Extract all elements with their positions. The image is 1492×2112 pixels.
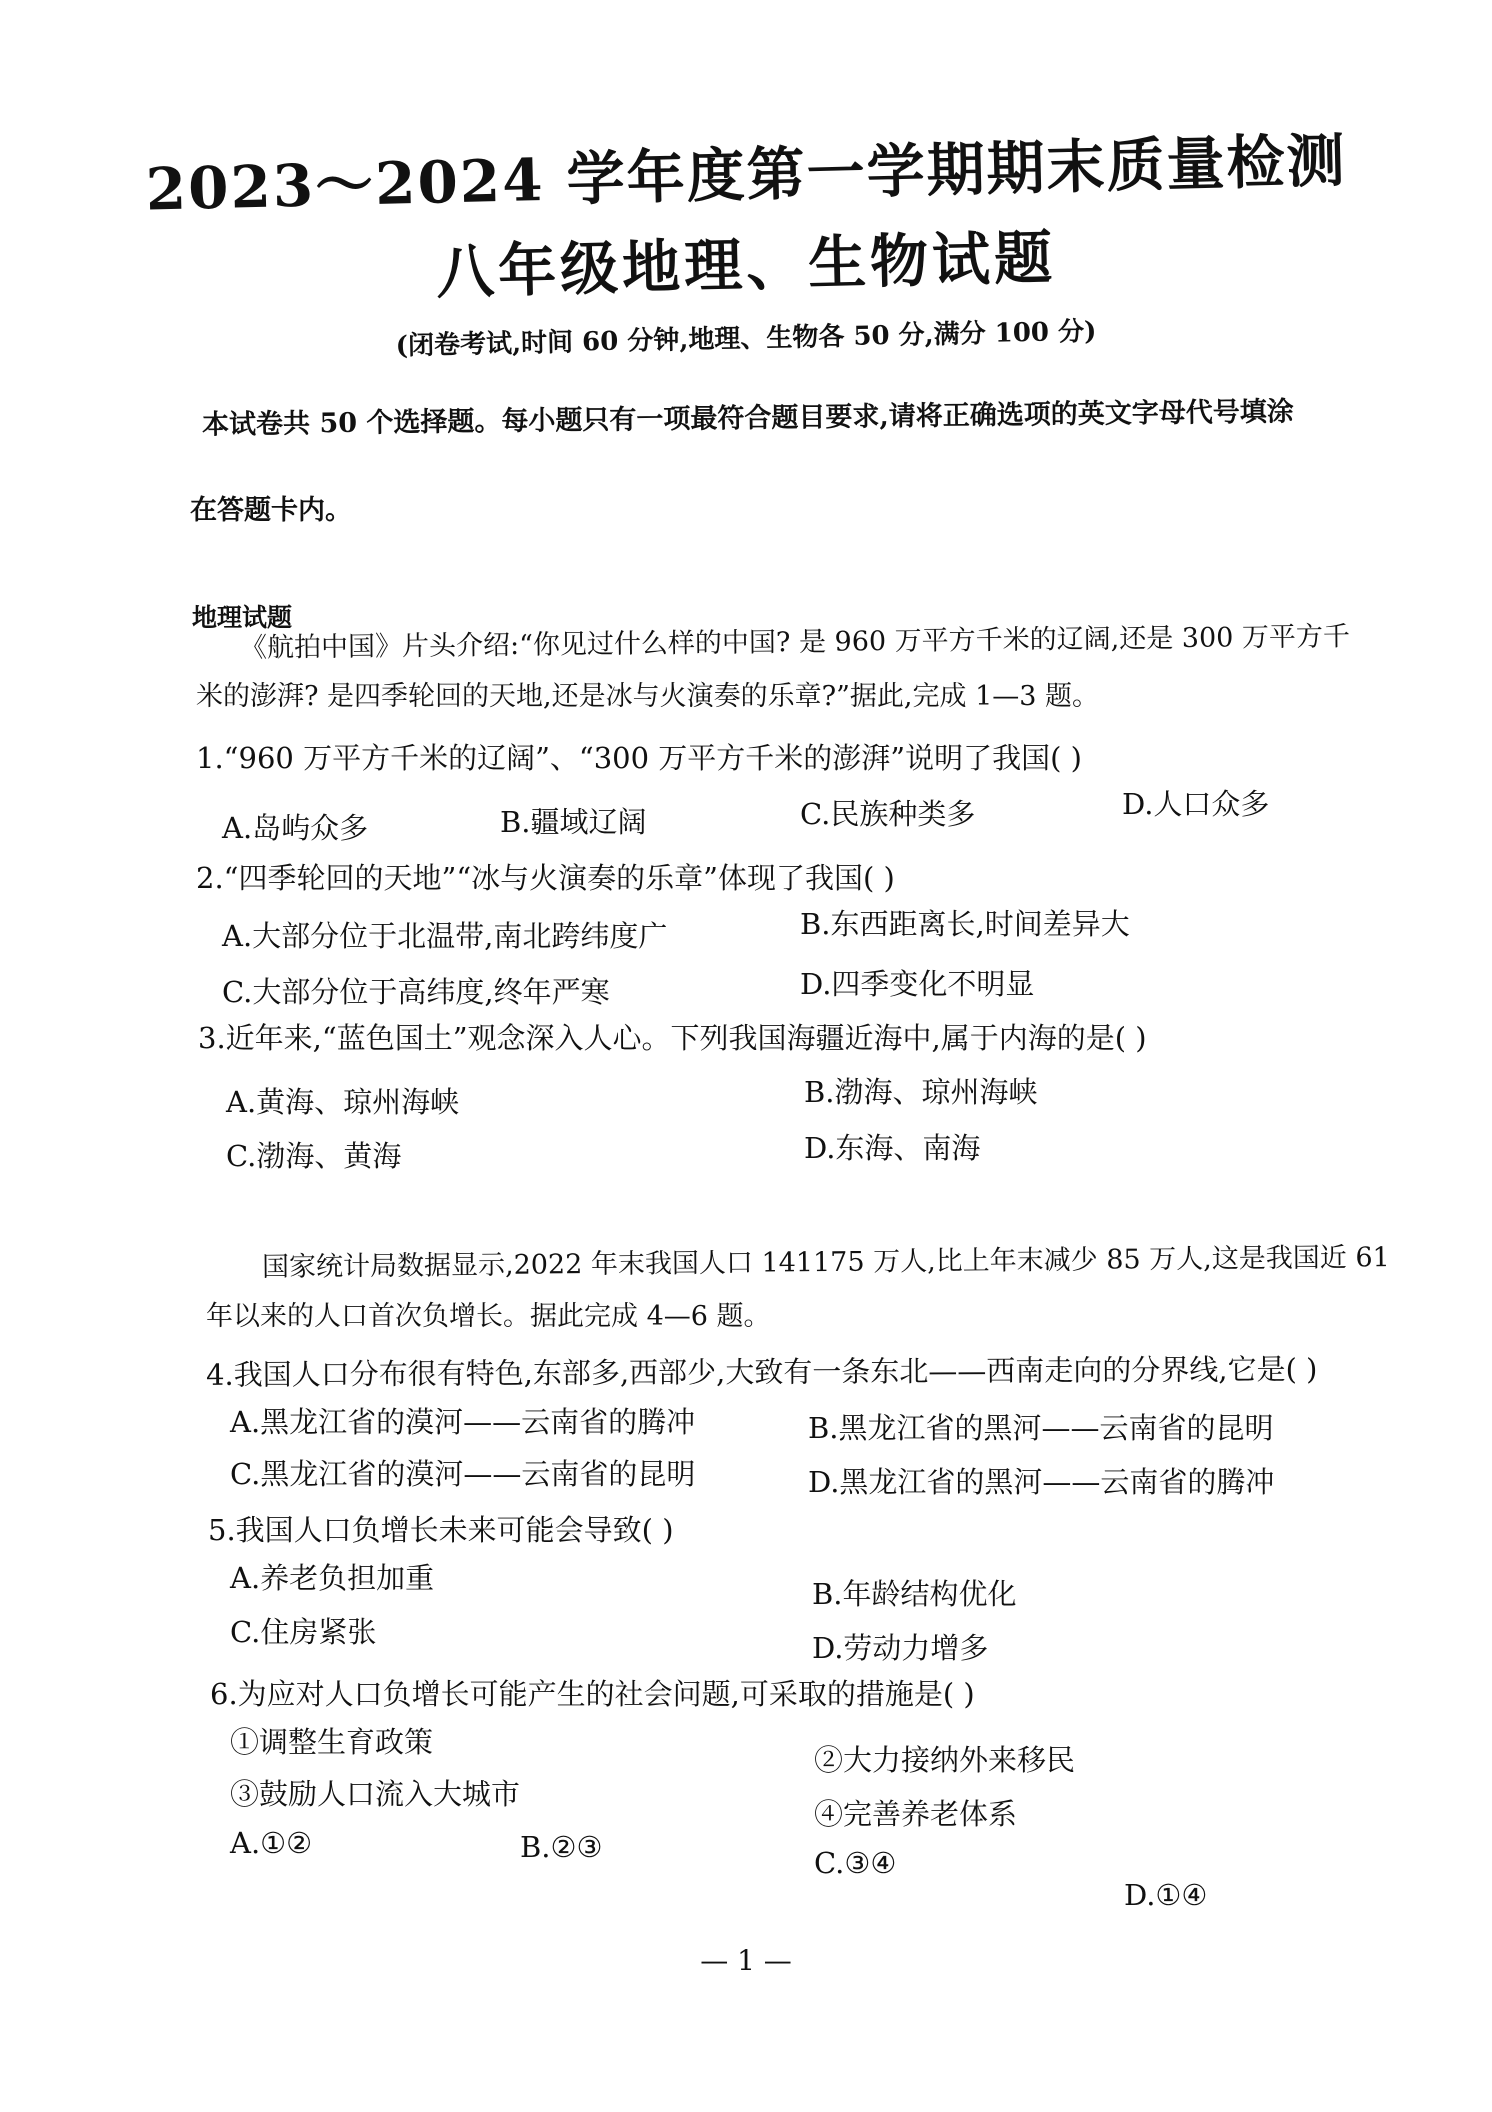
passage2-line1: 国家统计局数据显示,2022 年末我国人口 141175 万人,比上年末减少 85 万人,这是我国近 61 [261,1242,1390,1283]
section-title: 地理试题 [192,603,293,632]
question-3-option-b: B.渤海、琼州海峡 [804,1075,1038,1109]
question-4-option-b: B.黑龙江省的黑河——云南省的昆明 [808,1411,1274,1445]
question-1-option-c: C.民族种类多 [800,797,976,831]
question-5-option-d: D.劳动力增多 [812,1631,989,1665]
passage1-line1: 《航拍中国》片头介绍:“你见过什么样的中国? 是 960 万平方千米的辽阔,还是 300 万平方千 [239,621,1351,664]
question-5-stem: 5.我国人口负增长未来可能会导致( ) [208,1513,674,1547]
passage2-line2: 年以来的人口首次负增长。据此完成 4—6 题。 [206,1301,771,1332]
question-6-option-c: C.③④ [814,1846,897,1880]
question-6-statement-1: ①调整生育政策 [230,1725,434,1759]
question-3-option-a: A.黄海、琼州海峡 [226,1085,460,1119]
question-2-option-c: C.大部分位于高纬度,终年严寒 [222,975,610,1009]
question-4-stem: 4.我国人口分布很有特色,东部多,西部少,大致有一条东北——西南走向的分界线,它是( ) [205,1352,1318,1392]
question-5-option-c: C.住房紧张 [230,1615,377,1649]
instructions-line1: 本试卷共 50 个选择题。每小题只有一项最符合题目要求,请将正确选项的英文字母代号填涂 [201,396,1294,441]
question-1-option-a: A.岛屿众多 [222,811,369,845]
instructions-line2: 在答题卡内。 [190,495,352,526]
question-2-option-a: A.大部分位于北温带,南北跨纬度广 [222,919,668,953]
exam-title-line2: 八年级地理、生物试题 [435,223,1057,307]
question-1-option-b: B.疆域辽阔 [500,805,647,839]
question-6-stem: 6.为应对人口负增长可能产生的社会问题,可采取的措施是( ) [210,1677,975,1711]
question-6-option-b: B.②③ [520,1830,603,1864]
passage1-line2: 米的澎湃? 是四季轮回的天地,还是冰与火演奏的乐章?”据此,完成 1—3 题。 [196,681,1100,712]
question-4-option-d: D.黑龙江省的黑河——云南省的腾冲 [808,1465,1275,1499]
question-2-option-d: D.四季变化不明显 [800,967,1035,1001]
question-2-option-b: B.东西距离长,时间差异大 [800,907,1130,941]
question-2-stem: 2.“四季轮回的天地”“冰与火演奏的乐章”体现了我国( ) [196,861,895,895]
page-number: — 1 — [700,1944,792,1977]
question-3-option-d: D.东海、南海 [804,1131,981,1165]
question-6-statement-3: ③鼓励人口流入大城市 [230,1777,521,1811]
question-6-statement-4: ④完善养老体系 [814,1797,1018,1831]
question-6-option-d: D.①④ [1124,1878,1208,1912]
question-6-option-a: A.①② [230,1826,313,1860]
question-4-option-c: C.黑龙江省的漠河——云南省的昆明 [230,1457,696,1491]
question-3-stem: 3.近年来,“蓝色国土”观念深入人心。下列我国海疆近海中,属于内海的是( ) [198,1021,1147,1055]
question-1-option-d: D.人口众多 [1122,787,1270,821]
question-5-option-a: A.养老负担加重 [230,1561,435,1595]
question-4-option-a: A.黑龙江省的漠河——云南省的腾冲 [230,1405,696,1439]
question-3-option-c: C.渤海、黄海 [226,1139,402,1173]
exam-title-line1: 2023～2024 学年度第一学期期末质量检测 [144,126,1348,224]
question-5-option-b: B.年龄结构优化 [812,1577,1017,1611]
question-6-statement-2: ②大力接纳外来移民 [814,1743,1076,1777]
question-1-stem: 1.“960 万平方千米的辽阔”、“300 万平方千米的澎湃”说明了我国( ) [196,741,1082,775]
exam-subtitle: (闭卷考试,时间 60 分钟,地理、生物各 50 分,满分 100 分) [395,316,1097,362]
